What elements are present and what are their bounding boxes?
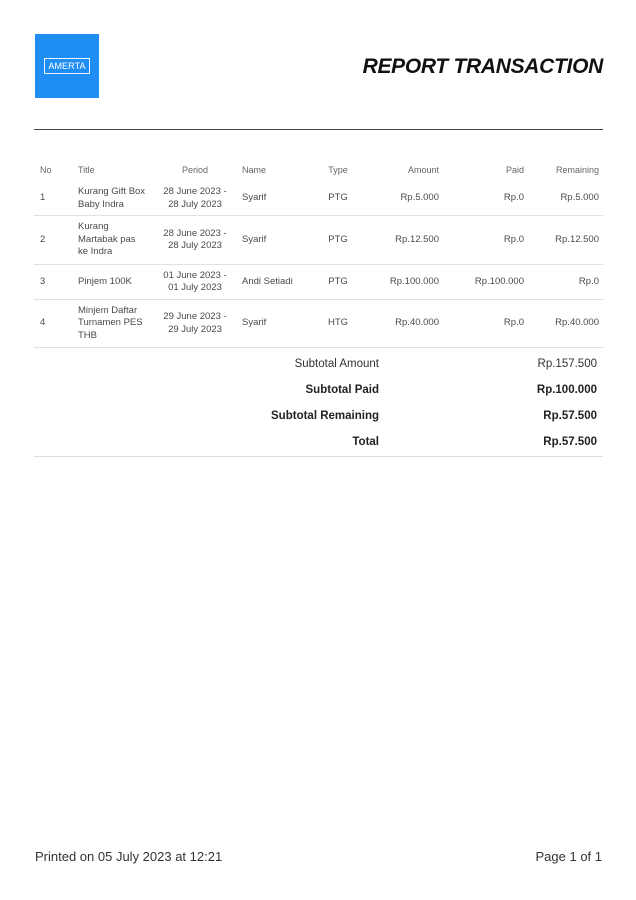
table-row — [34, 216, 603, 265]
cell-paid: Rp.0 — [443, 216, 528, 265]
cell-type: PTG — [314, 216, 360, 265]
col-header-title: Title — [78, 165, 95, 175]
col-header-paid: Paid — [505, 165, 524, 175]
cell-no: 2 — [34, 216, 72, 265]
table-row — [34, 300, 603, 348]
printed-timestamp: Printed on 05 July 2023 at 12:21 — [35, 849, 223, 864]
total-label: Total — [352, 436, 379, 448]
cell-no: 4 — [34, 300, 72, 348]
cell-name: Andi Setiadi — [236, 265, 314, 300]
subtotal-remaining-value: Rp.57.500 — [543, 410, 597, 422]
col-header-period: Period — [181, 165, 208, 175]
cell-period: 29 June 2023 - 29 July 2023 — [152, 300, 236, 348]
cell-amount: Rp.12.500 — [360, 216, 443, 265]
company-logo — [35, 34, 99, 98]
cell-no: 1 — [34, 182, 72, 216]
subtotal-remaining-label: Subtotal Remaining — [271, 410, 379, 422]
header-divider — [34, 129, 603, 130]
table-row — [34, 265, 603, 300]
logo-text: AMERTA — [44, 58, 89, 74]
cell-type: PTG — [314, 265, 360, 300]
cell-paid: Rp.0 — [443, 300, 528, 348]
subtotal-paid-label: Subtotal Paid — [305, 384, 379, 396]
cell-remaining: Rp.12.500 — [528, 216, 603, 265]
cell-name: Syarif — [236, 182, 314, 216]
summary-row-total — [34, 430, 603, 456]
table-header-row — [34, 158, 603, 182]
summary-row-subtotal-amount — [34, 352, 603, 378]
cell-name: Syarif — [236, 300, 314, 348]
cell-title: Pinjem 100K — [72, 265, 152, 300]
cell-period: 28 June 2023 - 28 July 2023 — [152, 216, 236, 265]
total-value: Rp.57.500 — [543, 436, 597, 448]
summary-divider — [34, 456, 603, 457]
col-header-type: Type — [328, 165, 348, 175]
report-title: REPORT TRANSACTION — [362, 55, 603, 78]
col-header-amount: Amount — [407, 165, 439, 175]
cell-type: PTG — [314, 182, 360, 216]
cell-remaining: Rp.0 — [528, 265, 603, 300]
col-header-remaining: Remaining — [555, 165, 599, 175]
summary-row-subtotal-paid — [34, 378, 603, 404]
cell-amount: Rp.100.000 — [360, 265, 443, 300]
cell-remaining: Rp.5.000 — [528, 182, 603, 216]
cell-amount: Rp.40.000 — [360, 300, 443, 348]
cell-remaining: Rp.40.000 — [528, 300, 603, 348]
subtotal-amount-label: Subtotal Amount — [294, 358, 379, 370]
cell-no: 3 — [34, 265, 72, 300]
cell-title: Kurang Martabak pas ke Indra — [72, 216, 152, 265]
subtotal-amount-value: Rp.157.500 — [537, 358, 597, 370]
cell-title: Minjem Daftar Turnamen PES THB — [72, 300, 152, 348]
summary-row-subtotal-remaining — [34, 404, 603, 430]
cell-amount: Rp.5.000 — [360, 182, 443, 216]
col-header-name: Name — [242, 165, 267, 175]
cell-paid: Rp.100.000 — [443, 265, 528, 300]
cell-paid: Rp.0 — [443, 182, 528, 216]
subtotal-paid-value: Rp.100.000 — [536, 384, 597, 396]
cell-title: Kurang Gift Box Baby Indra — [72, 182, 152, 216]
cell-period: 28 June 2023 - 28 July 2023 — [152, 182, 236, 216]
col-header-no: No — [40, 165, 52, 175]
summary-section — [34, 352, 603, 456]
page-number: Page 1 of 1 — [535, 849, 602, 864]
transaction-table — [34, 158, 603, 348]
cell-name: Syarif — [236, 216, 314, 265]
cell-type: HTG — [314, 300, 360, 348]
cell-period: 01 June 2023 - 01 July 2023 — [152, 265, 236, 300]
table-row — [34, 182, 603, 216]
